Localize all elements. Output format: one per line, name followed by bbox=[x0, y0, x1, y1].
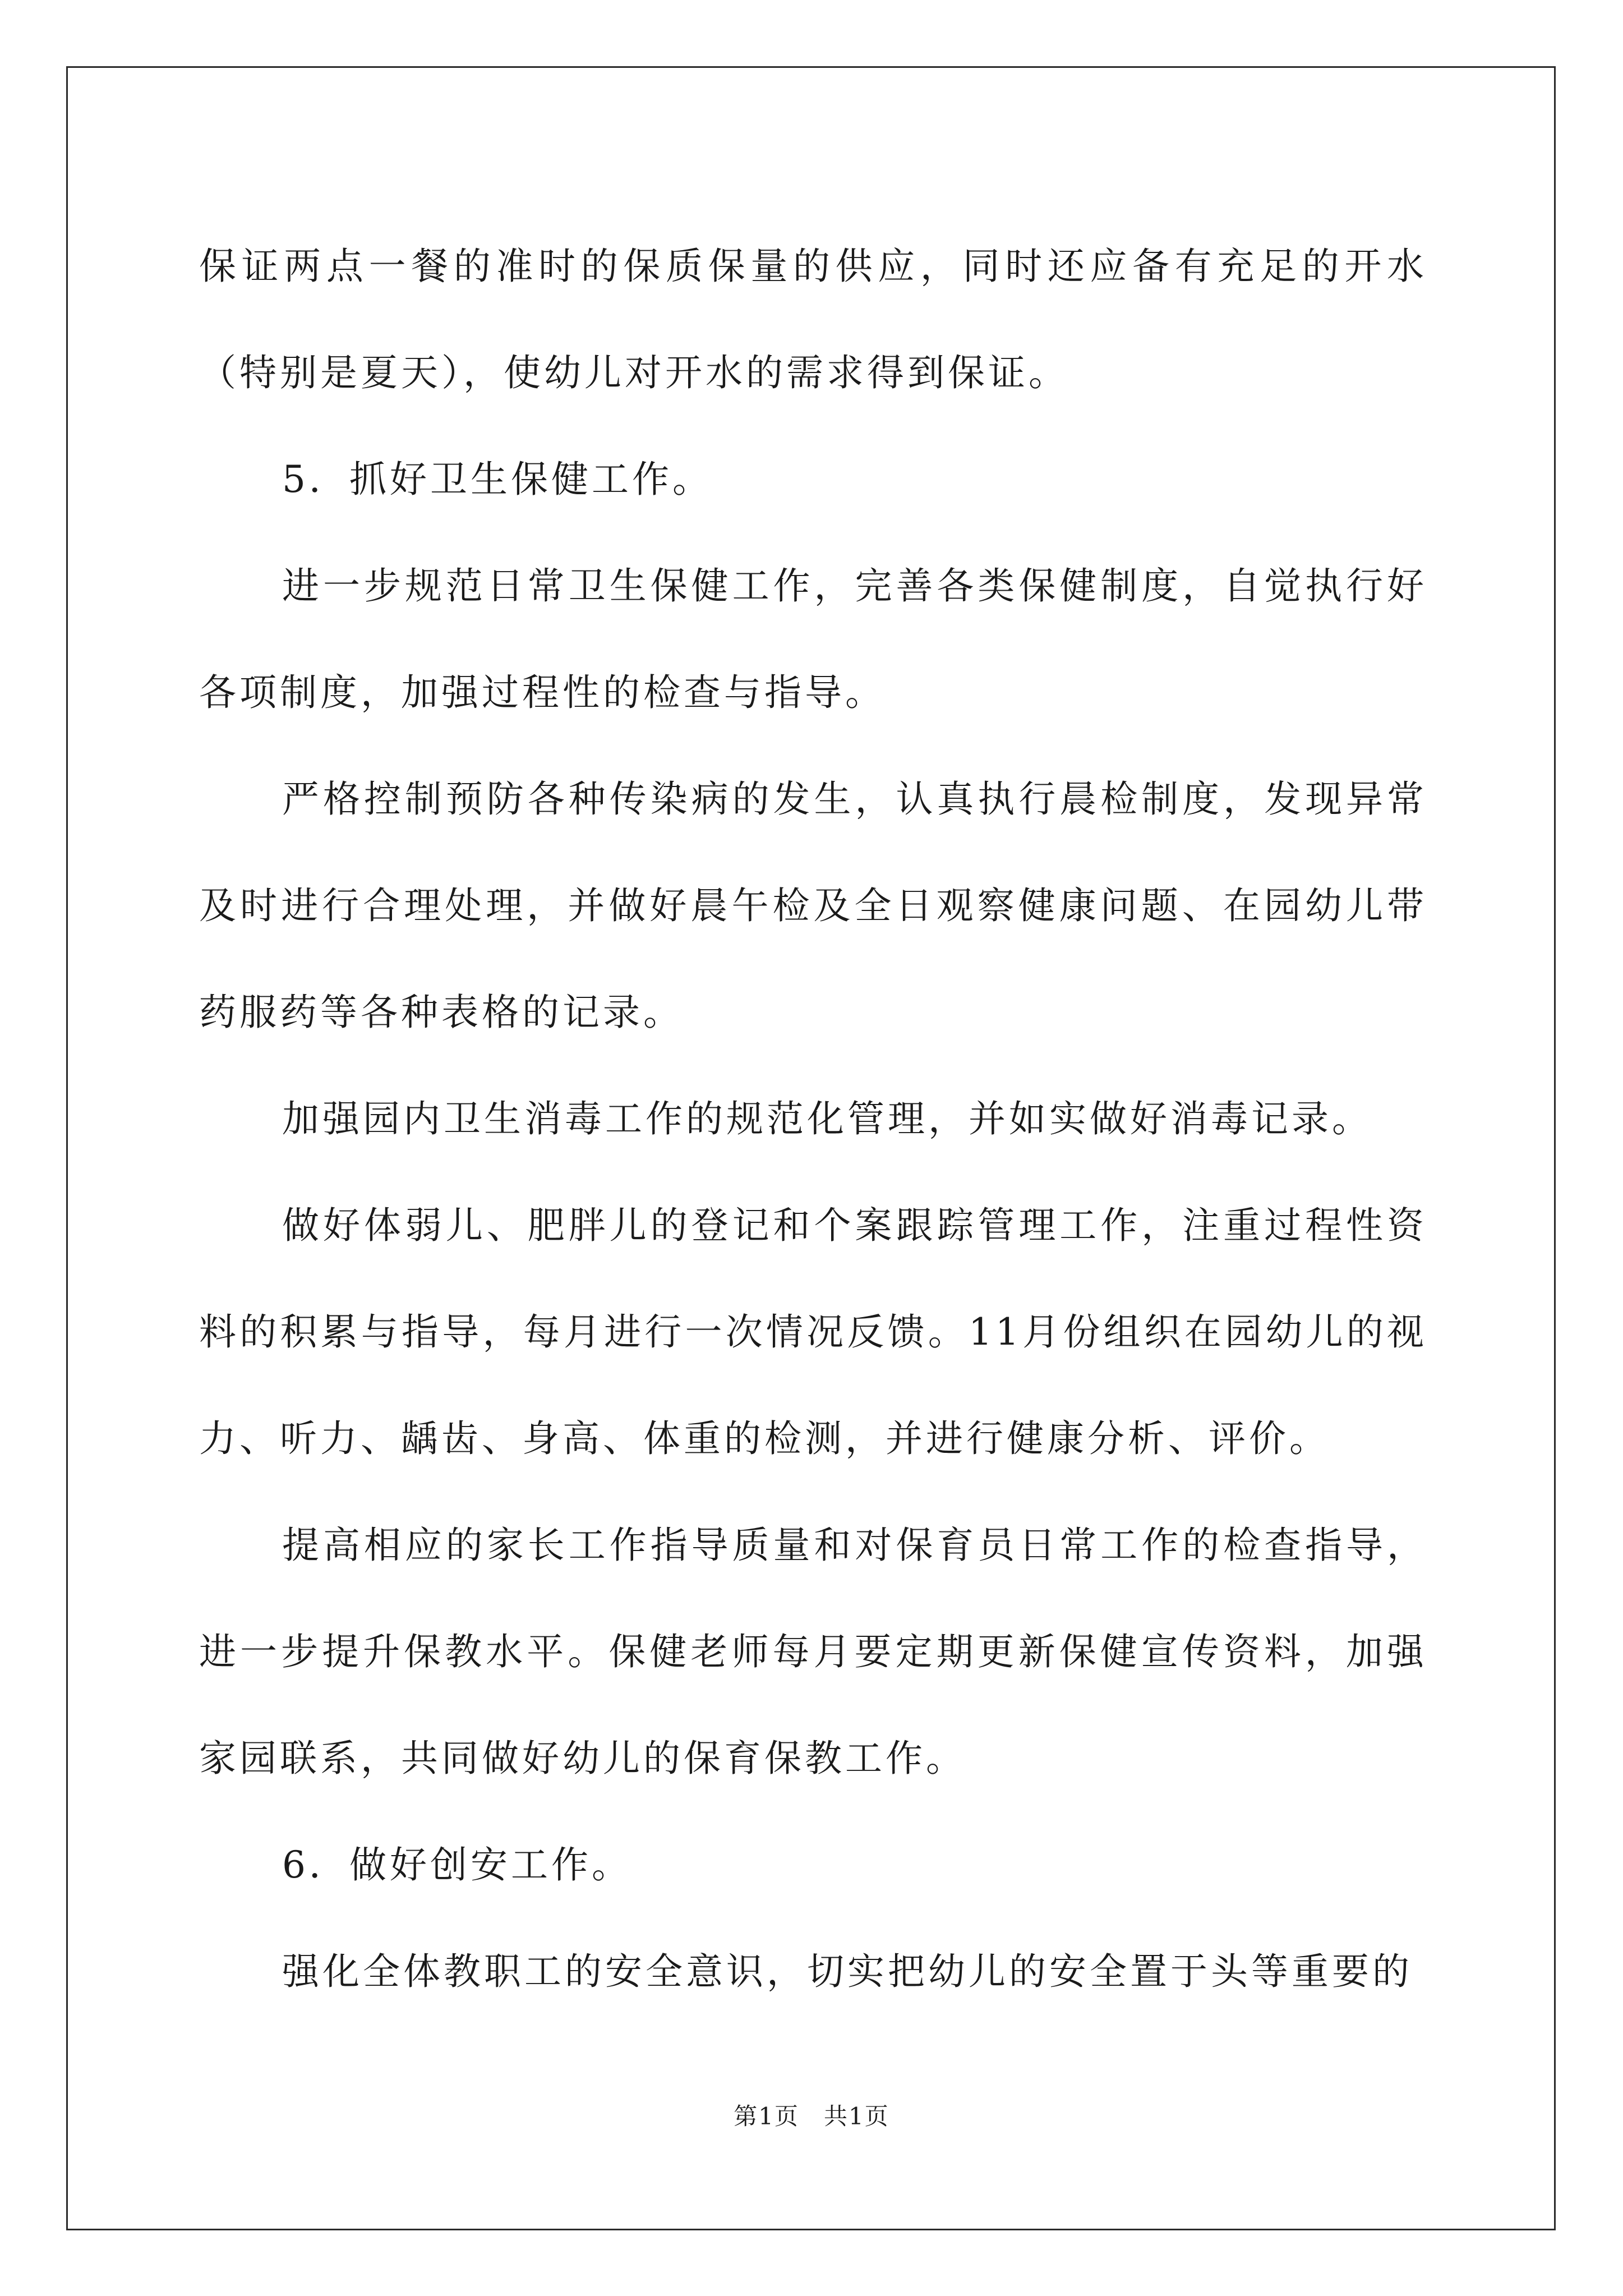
paragraph-1: 保证两点一餐的准时的保质保量的供应，同时还应备有充足的开水（特别是夏天），使幼儿对开水的需求得到保证。 bbox=[199, 245, 1427, 394]
paragraph-4: 严格控制预防各种传染病的发生，认真执行晨检制度，发现异常及时进行合理处理，并做好晨午检及全日观察健康问题、在园幼儿带药服药等各种表格的记录。 bbox=[199, 777, 1427, 1034]
paragraph-3: 进一步规范日常卫生保健工作，完善各类保健制度，自觉执行好各项制度，加强过程性的检查与指导。 bbox=[199, 564, 1427, 714]
page-footer: 第1页 共1页 bbox=[734, 2102, 889, 2130]
paragraph-6: 做好体弱儿、肥胖儿的登记和个案跟踪管理工作，注重过程性资料的积累与指导，每月进行一次情况反馈。11月份组织在园幼儿的视力、听力、龋齿、身高、体重的检测，并进行健康分析、评价。 bbox=[199, 1204, 1427, 1460]
section-heading-5: 5．抓好卫生保健工作。 bbox=[282, 458, 713, 501]
paragraph-7: 提高相应的家长工作指导质量和对保育员日常工作的检查指导，进一步提升保教水平。保健老师每月要定期更新保健宣传资料，加强家园联系，共同做好幼儿的保育保教工作。 bbox=[199, 1524, 1427, 1780]
document-body bbox=[199, 213, 1427, 2025]
section-heading-6: 6．做好创安工作。 bbox=[282, 1843, 632, 1887]
paragraph-5: 加强园内卫生消毒工作的规范化管理，并如实做好消毒记录。 bbox=[282, 1097, 1372, 1140]
paragraph-9: 强化全体教职工的安全意识，切实把幼儿的安全置于头等重要的 bbox=[282, 1950, 1413, 1993]
